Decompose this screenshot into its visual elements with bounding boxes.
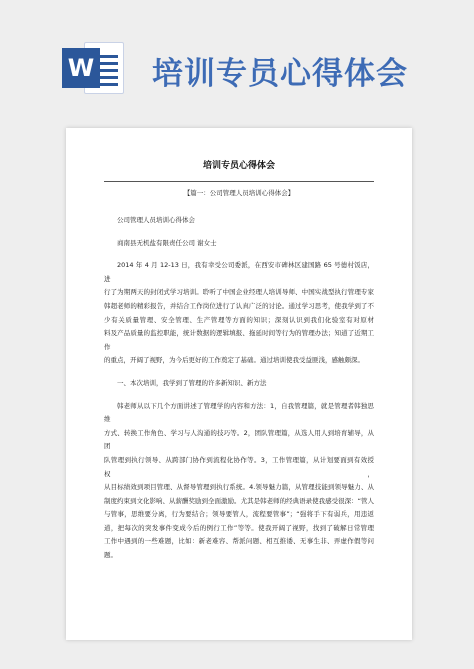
paragraph-line: 方式、转换工作角色、学习与人沟通的技巧等。2，团队管理篇，从选人用人到培育辅导，从团	[104, 428, 374, 451]
paragraph-line: 料及产品质量的监控职能，统计数据的逻辑填报、拖延时间等行为的管理办法；知道了近期工作	[104, 329, 374, 351]
paragraph-line: 制度约束到文化影响、从薪酬奖励到全面激励。尤其是韩老师的经典语录使我感受很深：“管人	[104, 496, 374, 505]
paragraph-line: 行了为期两天的封闭式学习培训。聆听了中国企业经理人培训导师、中国实战型执行管理专家	[104, 288, 374, 297]
paragraph-line: 从目标绩效到项目管理、从督导管理到执行系统。4.领导魅力篇，从管理技能到领导魅力、从	[104, 483, 374, 492]
subsection-heading: 一、本次培训，我学到了管理的许多新知识、新方法	[117, 378, 267, 387]
paragraph-line: 工作中遇到的一些难题，比如：新老难容、帮派问题、相互推诿、无事生非、弄虚作假等问题。	[104, 537, 374, 560]
paragraph-heading: 公司管理人员培训心得体会	[117, 216, 195, 224]
document-body	[104, 214, 374, 563]
paragraph-line: 的重点，开阔了视野，为今后更好的工作奠定了基础。通过培训使我受益匪浅，感触颇深。	[104, 356, 364, 365]
paragraph-line: 道，把每次的突发事件变成今后的例行工作”等等。使我开阔了视野，找到了破解日常管理	[104, 523, 374, 532]
document-title: 培训专员心得体会	[202, 161, 275, 171]
title-divider	[104, 181, 374, 182]
paragraph-line: 与管事，思维要分离，行为要结合；领导要管人，流程要管事”；“强将手下有弱兵，用违返	[104, 510, 374, 519]
word-document-icon	[62, 42, 124, 94]
section-label: 【篇一：公司管理人员培训心得体会】	[183, 189, 295, 197]
paragraph-line: 韩超老师的精彩报告，并结合工作岗位进行了认真广泛的讨论。通过学习思考，使我学到了不	[104, 301, 374, 310]
paragraph-line: 2014 年 4 月 12-13 日，我有幸受公司委派，在西安市碑林区建国路 65 号德村饭店，进	[104, 261, 374, 283]
banner-title: 培训专员心得体会	[152, 56, 408, 92]
paragraph-line: 少有关质量管理、安全管理、生产管理等方面的知识；深刻认识到我们化验室有对原材	[104, 315, 374, 324]
author-line: 商南县无机盐有限责任公司 谢女士	[117, 238, 217, 247]
header-banner	[0, 0, 474, 115]
document-page	[66, 128, 412, 640]
paragraph-line: 韩老师从以下几个方面讲述了管理学的内容和方法：1，自我管理篇，就是管理者韩独思维	[104, 401, 374, 424]
paragraph-line: 队管理到执行领导、从跨部门协作到流程化协作等。3，工作管理篇，从计划要面到有效授权，	[104, 455, 374, 478]
word-icon-letter: W	[62, 48, 100, 88]
